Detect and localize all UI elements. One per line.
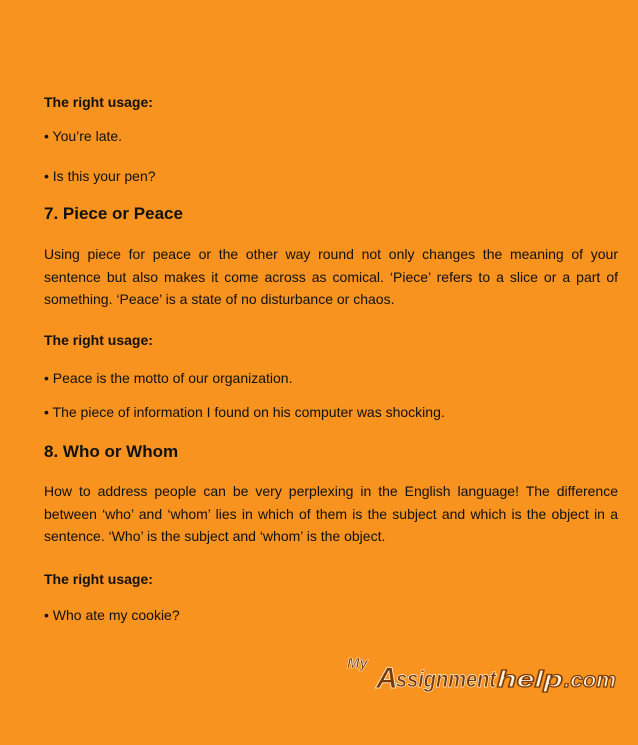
myassignmenthelp-logo <box>346 654 618 698</box>
section-paragraph-piece-or-peace: Using piece for peace or the other way round not only changes the meaning of your sentence but also makes it come across as comical. ‘Piece’ refers to a slice or a part of something. ‘Peace’ is a state of no disturbance or chaos. <box>44 246 618 307</box>
right-usage-label: The right usage: <box>44 332 153 348</box>
logo-my-text: My <box>347 655 368 672</box>
right-usage-label: The right usage: <box>44 94 153 110</box>
logo-wordmark <box>346 654 618 698</box>
logo-a-letter: A <box>376 662 398 695</box>
logo-domain-text: .com <box>564 669 616 692</box>
section-paragraph-who-or-whom: How to address people can be very perplexing in the English language! The difference between ‘who’ and ‘whom’ lies in which of them is the subject and which is the object in a sentence. ‘Who’ is the subject and ‘whom’ is the object. <box>44 483 618 544</box>
right-usage-label: The right usage: <box>44 571 153 587</box>
logo-help-text: help <box>497 666 563 692</box>
section-heading-who-or-whom: 8. Who or Whom <box>44 442 179 461</box>
usage-bullet: • Who ate my cookie? <box>44 607 180 623</box>
usage-bullet: • The piece of information I found on his computer was shocking. <box>44 404 445 420</box>
section-heading-piece-or-peace: 7. Piece or Peace <box>44 204 183 223</box>
logo-assignment-text: ssignment <box>396 666 498 692</box>
usage-bullet: • Is this your pen? <box>44 168 156 184</box>
usage-bullet: • You’re late. <box>44 128 123 144</box>
document-page <box>44 0 618 745</box>
usage-bullet: • Peace is the motto of our organization. <box>44 370 293 386</box>
